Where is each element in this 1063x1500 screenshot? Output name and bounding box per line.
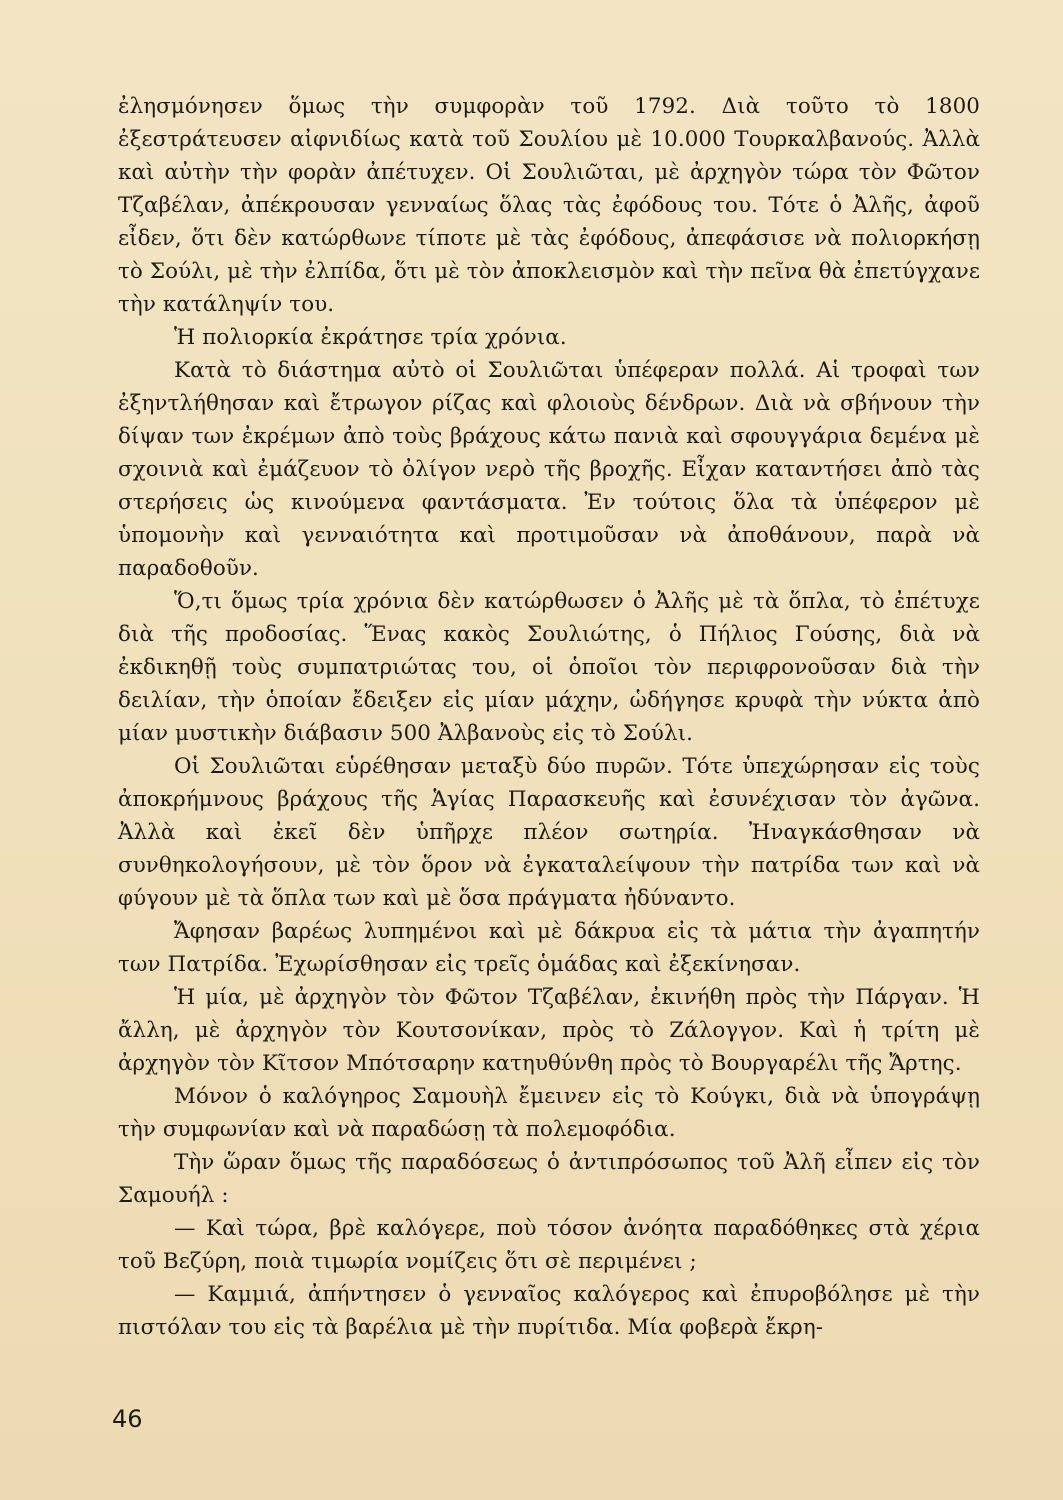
dialogue-line-2: — Καμμιά, ἀπήντησεν ὁ γενναῖος καλόγερος καὶ ἐπυροβόλησε μὲ τὴν πιστόλαν του εἰς τὰ βαρέλια μὲ τὴν πυρίτιδα. Μία φοβερὰ ἔκρη- — [118, 1282, 980, 1340]
page-number: 46 — [112, 1405, 143, 1433]
paragraph-5: Οἱ Σουλιῶται εὑρέθησαν μεταξὺ δύο πυρῶν. Τότε ὑπεχώρησαν εἰς τοὺς ἀποκρήμνους βράχους τῆς Ἁγίας Παρασκευῆς καὶ ἐσυνέχισαν τὸν ἀγῶνα. Ἀλλὰ καὶ ἐκεῖ δὲν ὑπῆρχε πλέον σωτηρία. Ἠναγκάσθησαν νὰ συνθηκολογήσουν, μὲ τὸν ὅρον νὰ ἐγκαταλείψουν τὴν πατρίδα των καὶ νὰ φύγουν μὲ τὰ ὅπλα των καὶ μὲ ὅσα πράγματα ἠδύναντο. — [118, 754, 980, 911]
paragraph-7: Ἡ μία, μὲ ἀρχηγὸν τὸν Φῶτον Τζαβέλαν, ἐκινήθη πρὸς τὴν Πάργαν. Ἡ ἄλλη, μὲ ἀρχηγὸν τὸν Κουτσονίκαν, πρὸς τὸ Ζάλογγον. Καὶ ἡ τρίτη μὲ ἀρχηγὸν τὸν Κῖτσον Μπότσαρην κατηυθύνθη πρὸς τὸ Βουργαρέλι τῆς Ἄρτης. — [118, 985, 980, 1076]
paragraph-6: Ἄφησαν βαρέως λυπημένοι καὶ μὲ δάκρυα εἰς τὰ μάτια τὴν ἀγαπητήν των Πατρίδα. Ἐχωρίσθησαν εἰς τρεῖς ὁμάδας καὶ ἐξεκίνησαν. — [118, 919, 980, 977]
page-text — [118, 90, 980, 1344]
paragraph-1: ἐλησμόνησεν ὅμως τὴν συμφορὰν τοῦ 1792. Διὰ τοῦτο τὸ 1800 ἐξεστράτευσεν αἰφνιδίως κατὰ τοῦ Σουλίου μὲ 10.000 Τουρκαλβανούς. Ἀλλὰ καὶ αὐτὴν τὴν φορὰν ἀπέτυχεν. Οἱ Σουλιῶται, μὲ ἀρχηγὸν τώρα τὸν Φῶτον Τζαβέλαν, ἀπέκρουσαν γενναίως ὅλας τὰς ἐφόδους του. Τότε ὁ Ἀλῆς, ἀφοῦ εἶδεν, ὅτι δὲν κατώρθωνε τίποτε μὲ τὰς ἐφόδους, ἀπεφάσισε νὰ πολιορκήσῃ τὸ Σούλι, μὲ τὴν ἐλπίδα, ὅτι μὲ τὸν ἀποκλεισμὸν καὶ τὴν πεῖνα θὰ ἐπετύγχανε τὴν κατάληψίν του. — [118, 94, 980, 317]
paragraph-2: Ἡ πολιορκία ἐκράτησε τρία χρόνια. — [174, 325, 567, 350]
paragraph-8: Μόνον ὁ καλόγηρος Σαμουὴλ ἔμεινεν εἰς τὸ Κούγκι, διὰ νὰ ὑπογράψῃ τὴν συμφωνίαν καὶ νὰ παραδώσῃ τὰ πολεμοφόδια. — [118, 1084, 980, 1142]
dialogue-line-1: — Καὶ τώρα, βρὲ καλόγερε, ποὺ τόσον ἀνόητα παραδόθηκες στὰ χέρια τοῦ Βεζύρη, ποιὰ τιμωρία νομίζεις ὅτι σὲ περιμένει ; — [118, 1216, 980, 1274]
paragraph-4: Ὅ,τι ὅμως τρία χρόνια δὲν κατώρθωσεν ὁ Ἀλῆς μὲ τὰ ὅπλα, τὸ ἐπέτυχε διὰ τῆς προδοσίας. Ἕνας κακὸς Σουλιώτης, ὁ Πήλιος Γούσης, διὰ νὰ ἐκδικηθῇ τοὺς συμπατριώτας του, οἱ ὁποῖοι τὸν περιφρονοῦσαν διὰ τὴν δειλίαν, τὴν ὁποίαν ἔδειξεν εἰς μίαν μάχην, ὡδήγησε κρυφὰ τὴν νύκτα ἀπὸ μίαν μυστικὴν διάβασιν 500 Ἀλβανοὺς εἰς τὸ Σούλι. — [118, 589, 980, 746]
paragraph-9: Τὴν ὥραν ὅμως τῆς παραδόσεως ὁ ἀντιπρόσωπος τοῦ Ἀλῆ εἶπεν εἰς τὸν Σαμουήλ : — [118, 1150, 980, 1208]
paragraph-3: Κατὰ τὸ διάστημα αὐτὸ οἱ Σουλιῶται ὑπέφεραν πολλά. Αἱ τροφαὶ των ἐξηντλήθησαν καὶ ἔτρωγον ρίζας καὶ φλοιοὺς δένδρων. Διὰ νὰ σβήνουν τὴν δίψαν των ἐκρέμων ἀπὸ τοὺς βράχους κάτω πανιὰ καὶ σφουγγάρια δεμένα μὲ σχοινιὰ καὶ ἐμάζευον τὸ ὀλίγον νερὸ τῆς βροχῆς. Εἶχαν καταντήσει ἀπὸ τὰς στερήσεις ὡς κινούμενα φαντάσματα. Ἐν τούτοις ὅλα τὰ ὑπέφερον μὲ ὑπομονὴν καὶ γενναιότητα καὶ προτιμοῦσαν νὰ ἀποθάνουν, παρὰ νὰ παραδοθοῦν. — [118, 358, 980, 581]
